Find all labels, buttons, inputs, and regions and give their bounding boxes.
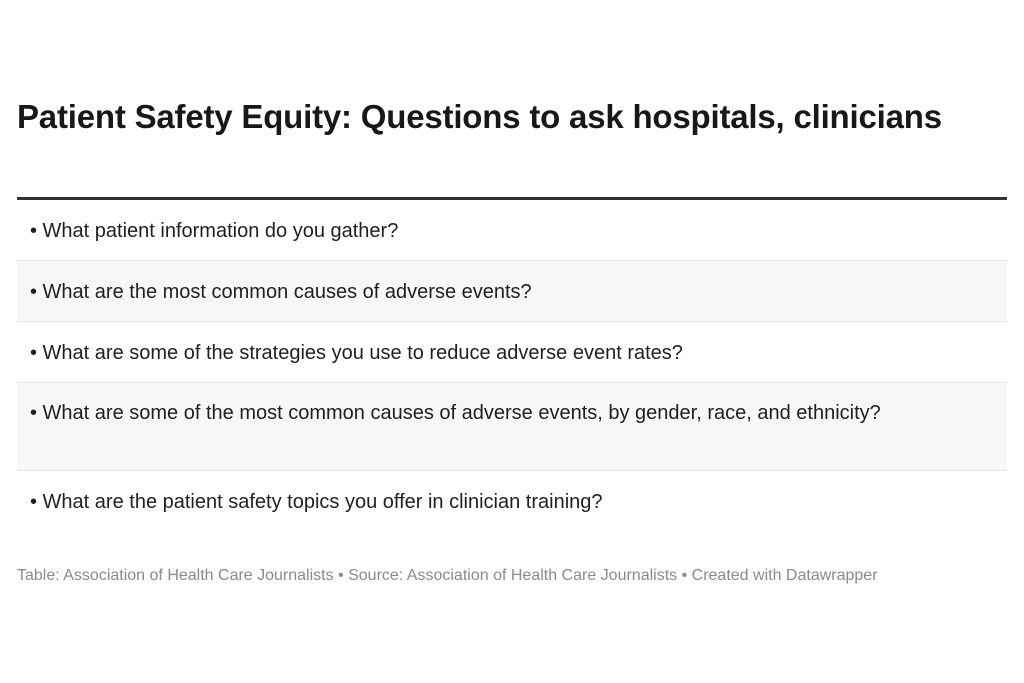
- source-footer: Table: Association of Health Care Journalists • Source: Association of Health Care Journalists • Created with Datawrapper: [17, 567, 878, 584]
- table-chart: [17, 96, 1007, 532]
- chart-title: Patient Safety Equity: Questions to ask hospitals, clinicians: [17, 98, 942, 135]
- table-row: • What are some of the strategies you use to reduce adverse event rates?: [17, 322, 1007, 383]
- questions-table: [17, 200, 1007, 532]
- table-row: • What are the patient safety topics you offer in clinician training?: [17, 471, 1007, 532]
- table-row: • What are the most common causes of adverse events?: [17, 261, 1007, 322]
- table-row: • What patient information do you gather?: [17, 200, 1007, 261]
- table-row: • What are some of the most common causes of adverse events, by gender, race, and ethnicity?: [17, 383, 1007, 471]
